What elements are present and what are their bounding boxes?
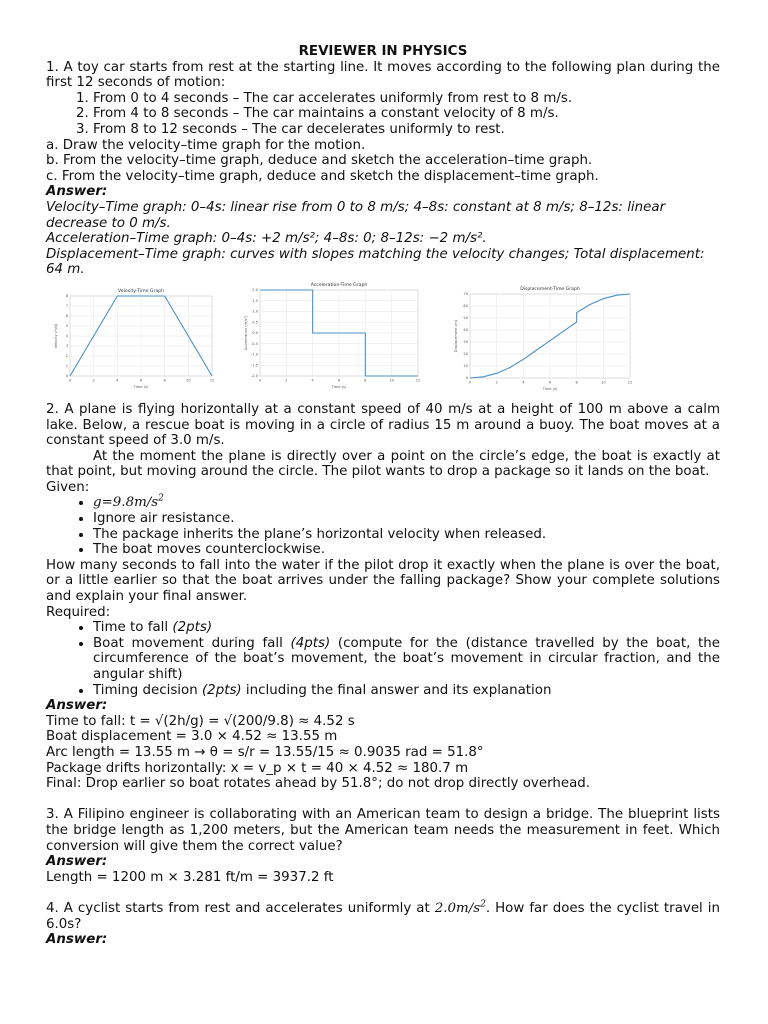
document-page [46,44,720,948]
x-axis-label: Time (s) [542,386,558,391]
q2-paragraph: At the moment the plane is directly over a point on the circle’s edge, the boat is exactly at that point, but moving around the circle. The pilot wants to drop a package so it lands on the boat. [46,448,720,480]
y-tick-label: 10 [463,364,468,369]
q1-plan-list [46,91,720,138]
q1-graphs [46,284,720,396]
q4-text: 4. A cyclist starts from rest and accelerates uniformly at [46,900,435,916]
y-tick-label: 2.0 [252,288,258,293]
req-text: Boat movement during fall [93,635,291,651]
q1-intro: 1. A toy car starts from rest at the starting line. It moves according to the following plan during the first 12 seconds of motion: [46,59,720,91]
q1-part-c: c. From the velocity–time graph, deduce and sketch the displacement–time graph. [46,168,599,184]
q2-required-list [46,620,720,698]
q1-answer-velocity: Velocity–Time graph: 0–4s: linear rise from 0 to 8 m/s; 4–8s: constant at 8 m/s; 8–12s: linear decrease to 0 m/s. [46,199,666,231]
req-points: (4pts) [290,635,331,651]
q3-intro: 3. A Filipino engineer is collaborating with an American team to design a bridge. The blueprint lists the bridge length as 1,200 meters, but the American team needs the measurement in feet. Which conversion will give them the correct value? [46,807,720,854]
x-tick-label: 6 [548,380,552,385]
q1-answer-label: Answer: [46,184,108,200]
gravity-exponent: 2 [158,494,164,504]
x-tick-label: 6 [139,378,143,383]
y-tick-label: 40 [463,328,468,333]
q2-given-item: • The boat moves counterclockwise. [93,542,720,558]
y-axis-label: Displacement (m) [454,319,458,352]
x-tick-label: 2 [285,378,288,383]
x-tick-label: 8 [163,378,166,383]
q4-answer-label: Answer: [46,932,108,948]
x-axis-label: Time (s) [133,384,149,389]
q2-required-label: Required: [46,604,111,620]
req-detail: including the final answer and its explanation [241,682,552,698]
q3-answer-label: Answer: [46,854,108,870]
x-tick-label: 8 [364,378,367,383]
page-title: REVIEWER IN PHYSICS [298,44,468,59]
x-tick-label: 10 [389,378,394,383]
q2-required-item [93,636,720,683]
y-tick-label: 7 [65,304,68,309]
q2-intro: 2. A plane is flying horizontally at a constant speed of 40 m/s at a height of 100 m above a calm lake. Below, a rescue boat is moving in a circle of radius 15 m around a buoy. The boat moves at a constant speed of 3.0 m/s. [46,401,720,449]
q1-part-a: a. Draw the velocity–time graph for the motion. [46,137,366,153]
acceleration-value: 2.0m/s [434,900,481,916]
x-tick-label: 0 [68,378,72,383]
y-tick-label: 5 [65,324,68,329]
y-tick-label: 60 [463,304,468,309]
y-tick-label: 30 [463,340,468,345]
acceleration-exponent: 2 [480,899,486,910]
y-tick-label: 8 [65,294,68,299]
y-tick-label: -0.5 [250,341,258,346]
q2-answer-line: Time to fall: t = √(2h/g) = √(200/9.8) ≈ 4.52 s [46,713,355,729]
req-points: (2pts) [201,682,242,698]
x-tick-label: 8 [575,380,578,385]
x-tick-label: 4 [116,378,119,383]
q2-given-item: • Ignore air resistance. [93,511,720,527]
x-tick-label: 12 [415,378,421,383]
req-text: Time to fall [93,620,173,636]
req-points: (2pts) [172,620,213,636]
y-tick-label: 0.0 [252,331,258,336]
x-tick-label: 10 [186,378,191,383]
q1-answer-displacement: Displacement–Time graph: curves with slopes matching the velocity changes; Total displacement: 64 m. [46,246,705,278]
gravity-formula: g=9.8m/s [93,495,159,511]
y-tick-label: 1 [65,364,68,369]
chart-title: Acceleration-Time Graph [310,282,368,288]
y-tick-label: -1.0 [250,352,258,357]
velocity-time-graph [52,284,220,395]
x-tick-label: 6 [337,378,341,383]
y-tick-label: 70 [463,292,468,297]
y-tick-label: 4 [65,334,68,339]
x-tick-label: 0 [258,378,262,383]
q2-given-list [46,495,720,557]
y-tick-label: 0.5 [252,320,258,325]
q2-answer-line: Boat displacement = 3.0 × 4.52 ≈ 13.55 m [46,729,338,745]
q1-plan-item: 3. From 8 to 12 seconds – The car decelerates uniformly to rest. [93,122,720,138]
q2-answer-line: Package drifts horizontally: x = v_p × t = 40 × 4.52 ≈ 180.7 m [46,760,469,776]
x-tick-label: 4 [522,380,525,385]
q2-given-item: • The package inherits the plane’s horizontal velocity when released. [93,527,720,543]
x-tick-label: 0 [468,380,472,385]
q2-answer-line: Final: Drop earlier so boat rotates ahead by 51.8°; do not drop directly overhead. [46,776,591,792]
y-tick-label: 1.0 [252,309,258,314]
y-tick-label: 6 [65,314,68,319]
x-tick-label: 4 [311,378,314,383]
q2-required-item [93,683,720,699]
q2-required-item [93,620,720,636]
q2-answer-line: Arc length = 13.55 m → θ = s/r = 13.55/15 ≈ 0.9035 rad = 51.8° [46,744,484,760]
y-tick-label: 50 [463,316,468,321]
x-tick-label: 12 [209,378,215,383]
q2-given-label: Given: [46,479,90,495]
y-tick-label: 2 [65,354,68,359]
y-tick-label: 0 [65,374,68,379]
y-tick-label: 0 [465,376,468,381]
displacement-time-graph [452,282,638,397]
q2-given-item [93,495,720,511]
x-tick-label: 2 [92,378,95,383]
q3-answer: Length = 1200 m × 3.281 ft/m = 3937.2 ft [46,869,334,885]
x-tick-label: 10 [601,380,606,385]
y-tick-label: 20 [463,352,468,357]
chart-title: Displacement-Time Graph [520,286,580,292]
q1-plan-item: 2. From 4 to 8 seconds – The car maintains a constant velocity of 8 m/s. [93,106,720,122]
y-axis-label: Acceleration (m/s²) [244,315,248,351]
q4-text: . How far does the cyclist travel in 6.0s? [46,900,720,932]
q1-part-b: b. From the velocity–time graph, deduce and sketch the acceleration–time graph. [46,153,593,169]
req-text: Timing decision [93,682,202,698]
y-tick-label: 1.5 [252,298,258,303]
y-tick-label: -2.0 [250,374,258,379]
q1-plan-item: 1. From 0 to 4 seconds – The car accelerates uniformly from rest to 8 m/s. [93,91,720,107]
y-tick-label: 3 [65,344,68,349]
acceleration-time-graph [242,278,426,395]
req-detail: (compute for the (distance travelled by the boat, the circumference of the boat’s movement, the boat’s movement in circular fraction, and the angular shift) [93,635,721,682]
q1-answer-acceleration: Acceleration–Time graph: 0–4s: +2 m/s²; 4–8s: 0; 8–12s: −2 m/s². [46,231,487,247]
x-tick-label: 2 [495,380,498,385]
x-tick-label: 12 [627,380,633,385]
q2-question: How many seconds to fall into the water if the pilot drop it exactly when the plane is over the boat, or a little earlier so that the boat arrives under the falling package? Show your complete solutions and explain your final answer. [46,557,720,605]
chart-title: Velocity-Time Graph [118,288,164,294]
y-tick-label: -1.5 [250,363,258,368]
y-axis-label: Velocity (m/s) [54,323,58,349]
q4-intro [46,901,720,932]
q2-answer-label: Answer: [46,698,108,714]
x-axis-label: Time (s) [331,384,347,389]
